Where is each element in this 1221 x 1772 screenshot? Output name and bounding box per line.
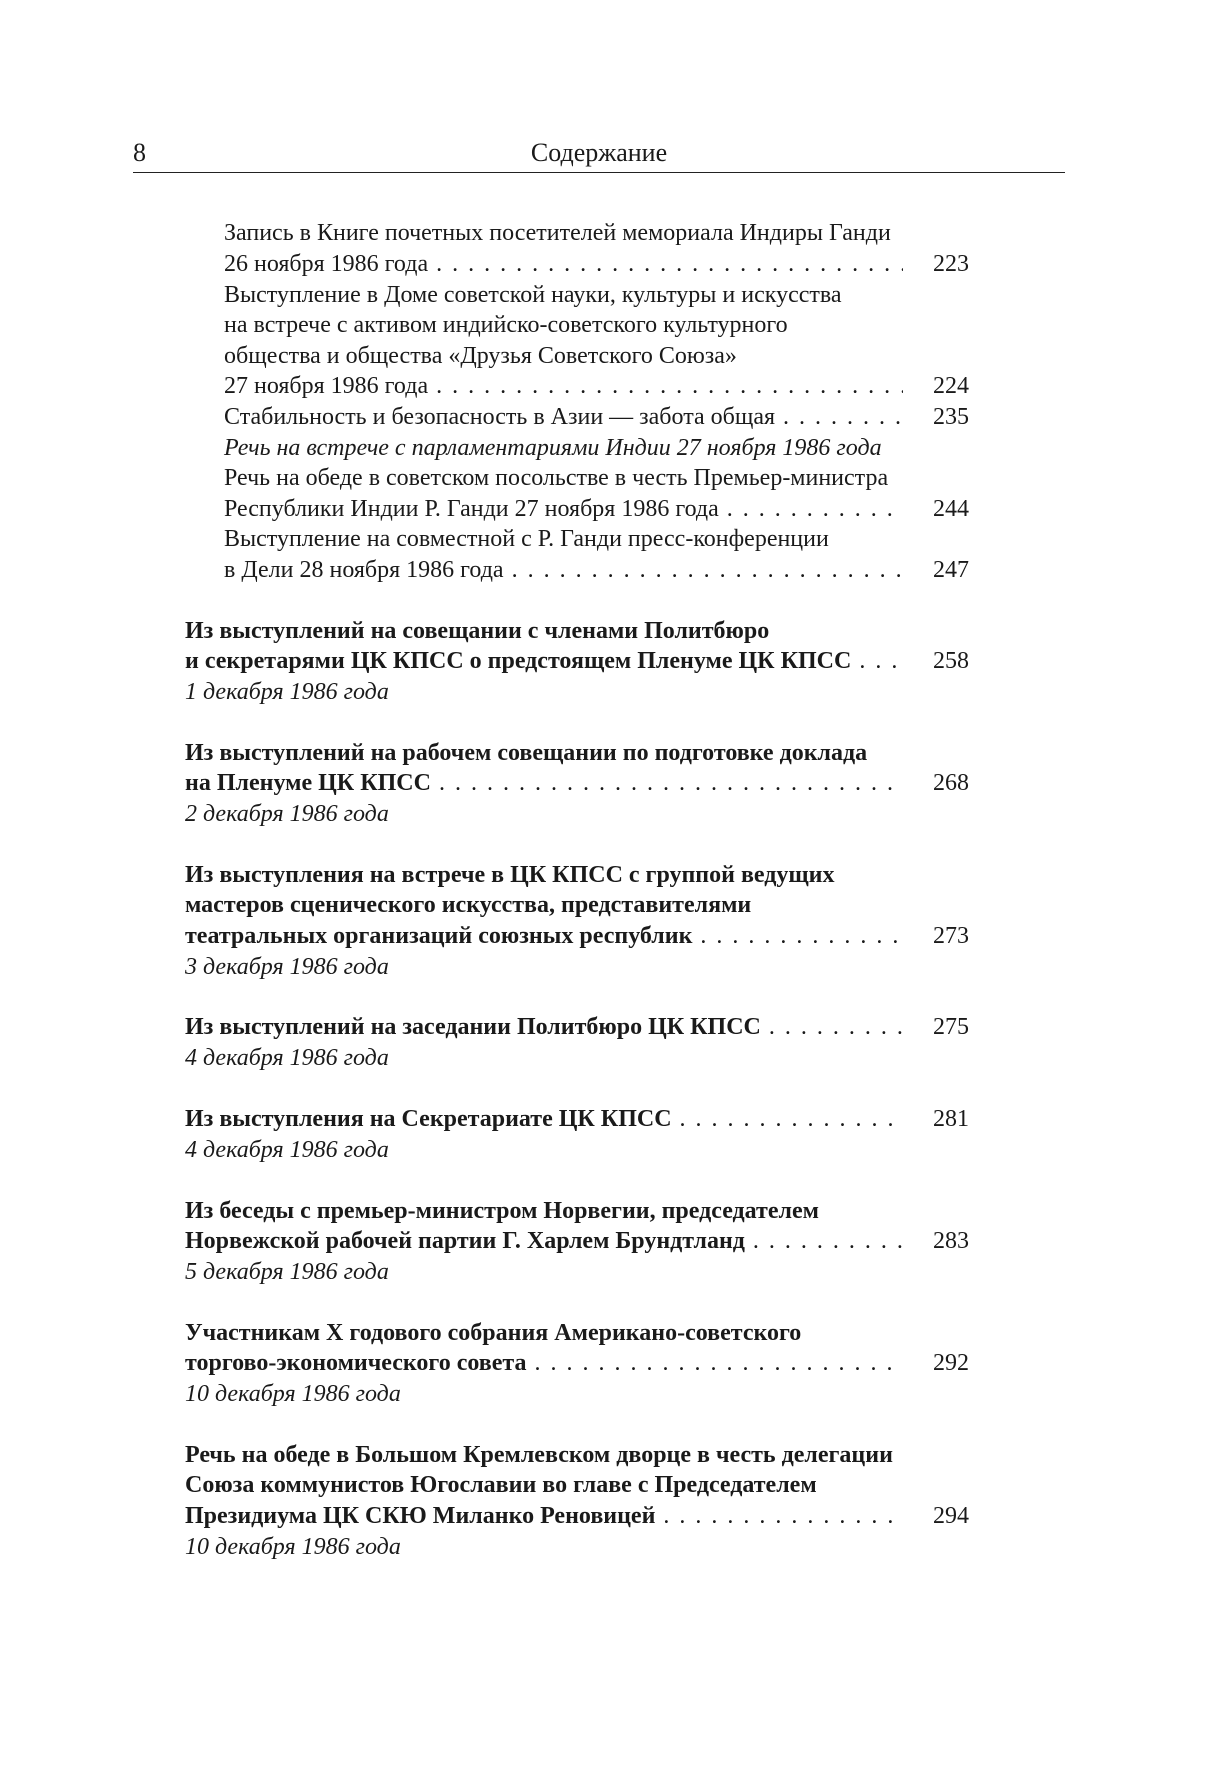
toc-entry-last-line: Из выступления на Секретариате ЦК КПСС . . . 281	[185, 1104, 969, 1135]
toc-entry-date: 10 декабря 1986 года	[185, 1381, 401, 1407]
toc-entry-line: Из беседы с премьер-министром Норвегии, председателем	[185, 1198, 819, 1224]
toc-entry-date: 10 декабря 1986 года	[185, 1534, 401, 1560]
toc-entry-last-line: в Дели 28 ноября 1986 года . . . 247	[224, 555, 969, 586]
toc-entry-last-line: и секретарями ЦК КПСС о предстоящем Пленуме ЦК КПСС . . . 258	[185, 646, 969, 677]
leader-dots	[663, 1501, 903, 1532]
toc-entry-line: общества и общества «Друзья Советского Союза»	[224, 343, 737, 369]
leader-dots	[783, 402, 903, 433]
toc-entry-line: Участникам X годового собрания Американо-советского	[185, 1320, 802, 1346]
toc-page-number: 235	[933, 404, 969, 430]
toc-entry-date: 1 декабря 1986 года	[185, 679, 389, 705]
leader-dots	[859, 646, 903, 677]
toc-entry-last-line: Норвежской рабочей партии Г. Харлем Брундтланд . . . 283	[185, 1226, 969, 1257]
toc-entry-note: Речь на встрече с парламентариями Индии 27 ноября 1986 года	[224, 435, 882, 461]
toc-entry-line: Речь на обеде в Большом Кремлевском дворце в честь делегации	[185, 1442, 893, 1468]
leader-dots	[753, 1226, 903, 1257]
toc-entry-last-line: 26 ноября 1986 года . . . 223	[224, 249, 969, 280]
leader-dots	[534, 1348, 903, 1379]
toc-page-number: 281	[933, 1106, 969, 1132]
toc-entry-line: Из выступления на встрече в ЦК КПСС с группой ведущих	[185, 862, 835, 888]
toc-page-number: 275	[933, 1014, 969, 1040]
toc-entry-line: Запись в Книге почетных посетителей мемориала Индиры Ганди	[224, 220, 891, 246]
toc-entry-last-line: на Пленуме ЦК КПСС . . . 268	[185, 768, 969, 799]
toc-entry-date: 4 декабря 1986 года	[185, 1137, 389, 1163]
toc-entry-line: Союза коммунистов Югославии во главе с Председателем	[185, 1472, 817, 1498]
running-title: Содержание	[530, 138, 668, 167]
toc-page-number: 294	[933, 1503, 969, 1529]
page-number: 8	[133, 138, 146, 167]
toc-entry-line: на встрече с активом индийско-советского культурного	[224, 312, 788, 338]
toc-entry-date: 4 декабря 1986 года	[185, 1045, 389, 1071]
leader-dots	[700, 921, 903, 952]
toc-page-number: 247	[933, 557, 969, 583]
toc-entry-last-line: Президиума ЦК СКЮ Миланко Реновицей . . . 294	[185, 1501, 969, 1532]
leader-dots	[512, 555, 903, 586]
leader-dots	[727, 494, 903, 525]
toc-entry-last-line: театральных организаций союзных республик . . . 273	[185, 921, 969, 952]
toc-page-number: 283	[933, 1228, 969, 1254]
toc-entry-line: мастеров сценического искусства, представителями	[185, 892, 752, 918]
toc-entry-last-line: Республики Индии Р. Ганди 27 ноября 1986 года . . . 244	[224, 494, 969, 525]
toc-entry-last-line: торгово-экономического совета . . . 292	[185, 1348, 969, 1379]
toc-entry-date: 5 декабря 1986 года	[185, 1259, 389, 1285]
toc-entry-date: 3 декабря 1986 года	[185, 954, 389, 980]
leader-dots	[436, 371, 903, 402]
leader-dots	[436, 249, 903, 280]
toc-page-number: 292	[933, 1350, 969, 1376]
toc-entry-line: Из выступлений на совещании с членами Политбюро	[185, 618, 770, 644]
toc-entry-line: Речь на обеде в советском посольстве в честь Премьер-министра	[224, 465, 889, 491]
leader-dots	[680, 1104, 903, 1135]
page-header	[133, 132, 1065, 172]
leader-dots	[769, 1012, 903, 1043]
toc-page-number: 258	[933, 648, 969, 674]
toc-page-number: 224	[933, 373, 969, 399]
header-rule	[133, 172, 1065, 173]
toc-page-number: 244	[933, 496, 969, 522]
toc-entry-last-line: 27 ноября 1986 года . . . 224	[224, 371, 969, 402]
toc-page-number: 273	[933, 923, 969, 949]
toc-entry-date: 2 декабря 1986 года	[185, 801, 389, 827]
toc-entry-last-line: Из выступлений на заседании Политбюро ЦК КПСС . . . 275	[185, 1012, 969, 1043]
toc-entry-line: Из выступлений на рабочем совещании по подготовке доклада	[185, 740, 868, 766]
toc-entry-last-line: Стабильность и безопасность в Азии — забота общая . . . 235	[224, 402, 969, 433]
toc-page-number: 268	[933, 770, 969, 796]
toc-page-number: 223	[933, 251, 969, 277]
toc-entry-line: Выступление в Доме советской науки, культуры и искусства	[224, 282, 842, 308]
toc-entry-line: Выступление на совместной с Р. Ганди пресс-конференции	[224, 526, 829, 552]
leader-dots	[439, 768, 903, 799]
